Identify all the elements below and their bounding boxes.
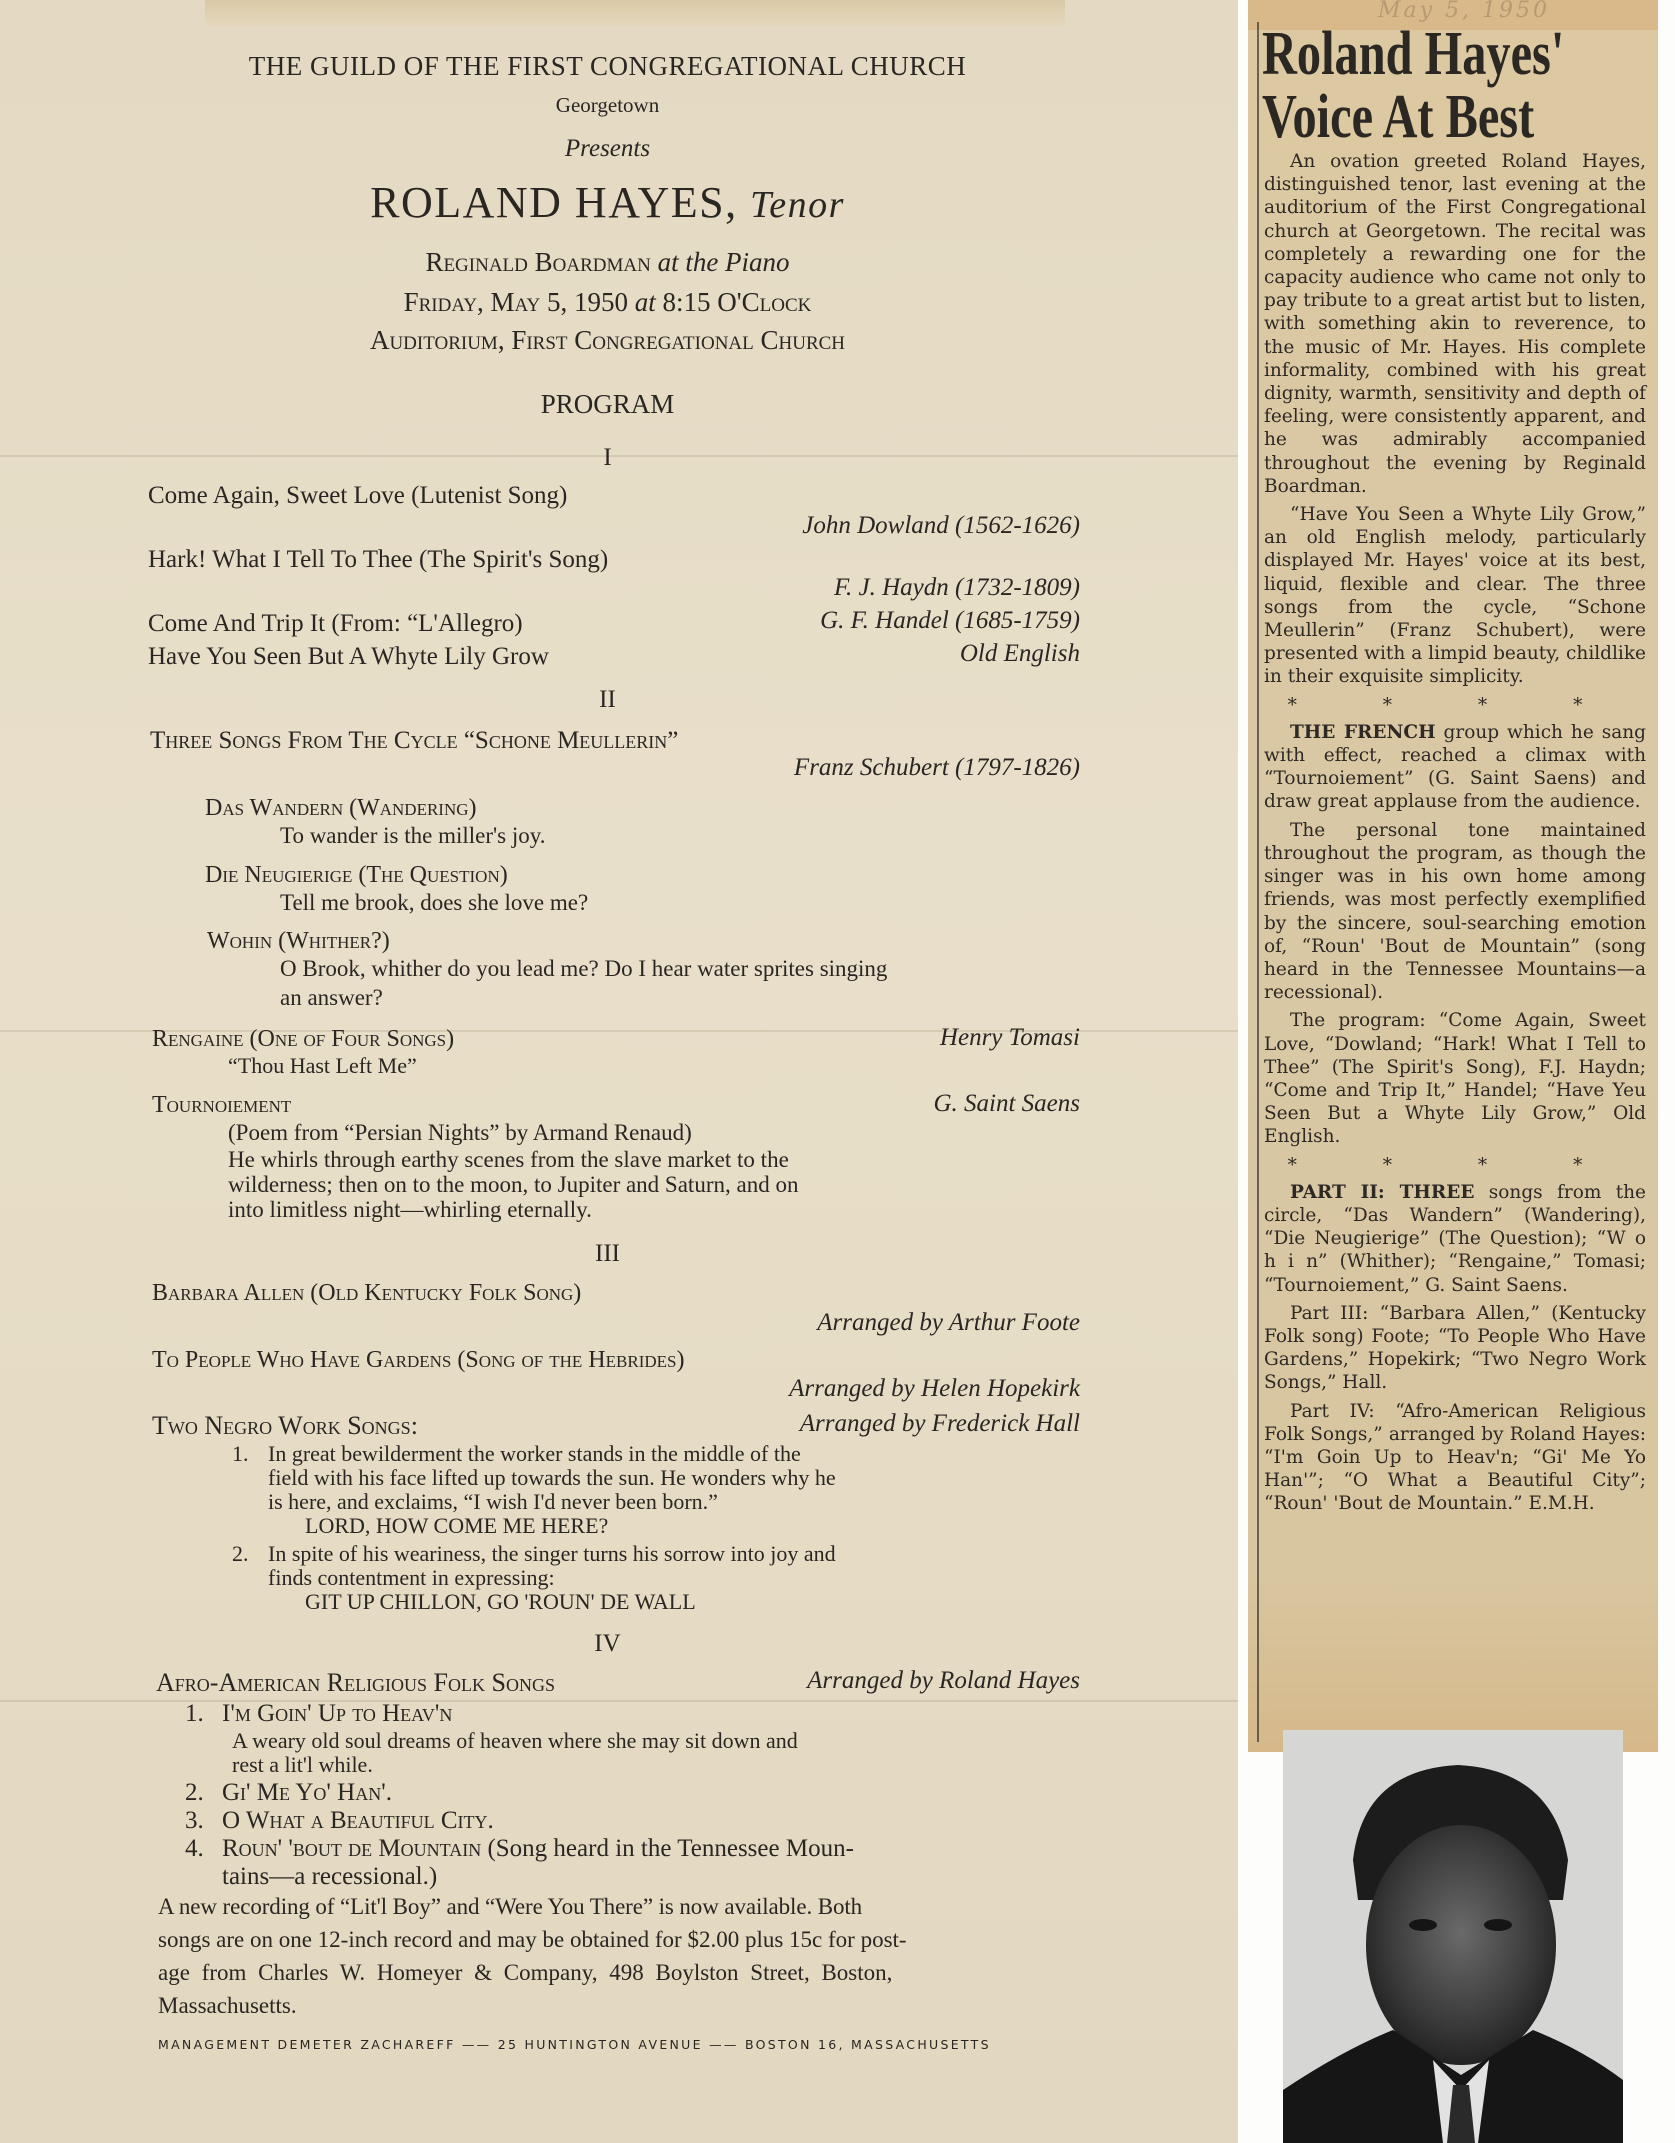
song-title: Das Wandern (Wandering) — [205, 795, 477, 821]
arranger: Arranged by Roland Hayes — [807, 1667, 1080, 1694]
song-title: Wohin (Whither?) — [207, 928, 390, 954]
song-title: Barbara Allen (Old Kentucky Folk Song) — [152, 1280, 582, 1306]
song-title: Die Neugierige (The Question) — [205, 862, 508, 888]
song-title: Hark! What I Tell To Thee (The Spirit's Song) — [148, 546, 609, 573]
paragraph: The personal tone maintained throughout the program, as though the singer was in his own home among friends, was most perfectly exemplified by the sincere, soul-searching emotion of, “Roun' 'Bout de Mountain” (song heard in the Tennessee Mountains—a recessional). — [1264, 819, 1646, 1004]
song-title: To People Who Have Gardens (Song of the Hebrides) — [152, 1347, 685, 1373]
composer: John Dowland (1562-1626) — [802, 512, 1080, 539]
song-title: I'm Goin' Up to Heav'n — [222, 1700, 453, 1727]
recording-note: age from Charles W. Homeyer & Company, 498 Boylston Street, Boston, — [158, 1960, 893, 1985]
song-title: Come Again, Sweet Love (Lutenist Song) — [148, 482, 568, 509]
song-title-line — [222, 1833, 854, 1861]
composer: Franz Schubert (1797-1826) — [793, 754, 1080, 781]
separator: * * * * — [1287, 1154, 1623, 1176]
arranger: Arranged by Arthur Foote — [817, 1309, 1080, 1336]
song-desc: into limitless night—whirling eternally. — [228, 1197, 592, 1222]
paragraph — [1264, 721, 1646, 814]
pianist-role: at the Piano — [657, 247, 790, 277]
arranger: Arranged by Frederick Hall — [799, 1410, 1080, 1437]
headline-line-2: Voice At Best — [1262, 83, 1535, 151]
article-body — [1264, 150, 1646, 1521]
pianist-name: Reginald Boardman — [425, 247, 651, 277]
artist-heading — [0, 180, 1215, 228]
guild-title: THE GUILD OF THE FIRST CONGREGATIONAL CHURCH — [248, 51, 967, 81]
song-desc: field with his face lifted up towards the sun. He wonders why he — [268, 1465, 836, 1490]
item-number: 1. — [185, 1700, 204, 1727]
part-numeral: IV — [594, 1630, 621, 1657]
cycle-title: Three Songs From The Cycle “Schone Meullerin” — [150, 727, 679, 754]
composer: F. J. Haydn (1732-1809) — [833, 574, 1080, 601]
part-numeral: III — [595, 1240, 620, 1267]
item-number: 1. — [232, 1441, 249, 1466]
song-title: Tournoiement — [152, 1092, 292, 1118]
arranger: Arranged by Helen Hopekirk — [789, 1375, 1080, 1402]
management-footer: MANAGEMENT DEMETER ZACHAREFF —— 25 HUNTINGTON AVENUE —— BOSTON 16, MASSACHUSETTS — [158, 2037, 991, 2052]
headline-line-1: Roland Hayes' — [1262, 20, 1565, 88]
venue: Auditorium, First Congregational Church — [369, 325, 846, 355]
part-numeral: I — [603, 444, 612, 471]
program-heading: PROGRAM — [540, 389, 675, 419]
song-title: Have You Seen But A Whyte Lily Grow — [148, 643, 549, 670]
presents: Presents — [564, 135, 651, 162]
composer: G. F. Handel (1685-1759) — [820, 607, 1080, 634]
song-desc: To wander is the miller's joy. — [280, 823, 546, 848]
song-desc: (Song heard in the Tennessee Moun- — [487, 1835, 854, 1862]
song-desc: In great bewilderment the worker stands in the middle of the — [268, 1441, 801, 1466]
paragraph: “Have You Seen a Whyte Lily Grow,” an old English melody, particularly displayed Mr. Hayes' voice at its best, liquid, flexible and clear. The three songs from the cycle, “Schone Meullerin” (Franz Schubert), were presented with a limpid beauty, childlike in their exquisite simplicity. — [1264, 504, 1646, 688]
paragraph: Part IV: “Afro-American Religious Folk Songs,” arranged by Roland Hayes: “I'm Goin Up to Heav'n; “Gi' Me Yo Han'”; “O What a Beautiful City”; “Roun' 'Bout de Mountain.” E.M.H. — [1264, 1400, 1646, 1515]
composer: G. Saint Saens — [933, 1090, 1080, 1117]
column-rule — [1257, 22, 1259, 1742]
composer: Henry Tomasi — [939, 1024, 1080, 1051]
date: Friday, May 5, 1950 — [403, 287, 629, 317]
song-refrain: GIT UP CHILLON, GO 'ROUN' DE WALL — [305, 1589, 696, 1614]
song-title: Come And Trip It (From: “L'Allegro) — [148, 610, 523, 637]
poem-note: (Poem from “Persian Nights” by Armand Renaud) — [228, 1120, 692, 1145]
recording-note: songs are on one 12-inch record and may be obtained for $2.00 plus 15c for post- — [158, 1927, 907, 1952]
song-desc: A weary old soul dreams of heaven where she may sit down and — [232, 1728, 798, 1753]
song-subtitle: “Thou Hast Left Me” — [228, 1053, 417, 1078]
pianist-line — [0, 246, 1215, 276]
portrait-photo — [1283, 1730, 1623, 2143]
song-desc: Tell me brook, does she love me? — [280, 890, 589, 915]
song-desc: In spite of his weariness, the singer turns his sorrow into joy and — [268, 1541, 836, 1566]
song-desc: tains—a recessional.) — [222, 1863, 438, 1890]
item-number: 2. — [185, 1779, 204, 1806]
date-at: at — [634, 287, 656, 317]
item-number: 4. — [185, 1835, 204, 1862]
date-line — [0, 286, 1215, 316]
song-desc: wilderness; then on to the moon, to Jupiter and Saturn, and on — [228, 1172, 799, 1197]
song-desc: He whirls through earthy scenes from the slave market to the — [228, 1147, 789, 1172]
paragraph: An ovation greeted Roland Hayes, distinguished tenor, last evening at the auditorium of the First Congregational church at Georgetown. The recital was completely a rewarding one for the capacity audience who came not only to pay tribute to a great artist but to listen, with something akin to reverence, to the music of Mr. Hayes. His complete informality, combined with his great dignity, warmth, sensitivity and depth of feeling, were consistently apparent, and he was admirably accompanied throughout the evening by Reginald Boardman. — [1264, 151, 1646, 497]
composer: Old English — [959, 640, 1080, 667]
song-refrain: LORD, HOW COME ME HERE? — [305, 1513, 609, 1538]
song-title: Two Negro Work Songs: — [152, 1411, 418, 1440]
paragraph — [1264, 1181, 1646, 1297]
song-desc: is here, and exclaims, “I wish I'd never been born.” — [268, 1489, 718, 1514]
town: Georgetown — [555, 93, 660, 117]
voice-type: Tenor — [750, 184, 845, 226]
artist-name: ROLAND HAYES, — [370, 178, 738, 227]
tape-strip — [205, 0, 1065, 26]
paragraph-text: group which he sang with effect, reached a climax with “Tournoiement” (G. Saint Saens) and draw great applause from the audience. — [1264, 721, 1646, 813]
recording-note: Massachusetts. — [158, 1993, 297, 2018]
song-title: Rengaine (One of Four Songs) — [152, 1026, 455, 1052]
song-title: Roun' 'bout de Mountain — [222, 1835, 482, 1862]
song-desc: finds contentment in expressing: — [268, 1565, 555, 1590]
time: 8:15 O'Clock — [662, 287, 812, 317]
song-desc: an answer? — [280, 985, 383, 1010]
paragraph: The program: “Come Again, Sweet Love, “Dowland; “Hark! What I Tell to Thee” (The Spirit's Song), F.J. Haydn; “Come and Trip It,” Handel; “Have Yeu Seen But a Whyte Lily Grow,” Old English. — [1264, 1010, 1646, 1148]
song-desc: rest a lit'l while. — [232, 1752, 373, 1777]
separator: * * * * — [1287, 694, 1623, 716]
part-numeral: II — [599, 686, 616, 713]
song-title: O What a Beautiful City. — [222, 1807, 494, 1834]
paragraph-text: songs from the circle, “Das Wandern” (Wandering), “Die Neugierige” (The Question); “W o h i n” (Whither); “Rengaine,” Tomasi; “Tournoiement,” G. Saint Saens. — [1264, 1181, 1646, 1296]
handwritten-date: May 5, 1950 — [1378, 0, 1551, 23]
song-title: Gi' Me Yo' Han'. — [222, 1779, 392, 1806]
recording-note: A new recording of “Lit'l Boy” and “Were You There” is now available. Both — [158, 1894, 863, 1919]
item-number: 2. — [232, 1541, 249, 1566]
song-group-title: Afro-American Religious Folk Songs — [156, 1668, 555, 1697]
newspaper-clipping — [1248, 0, 1658, 1752]
item-number: 3. — [185, 1807, 204, 1834]
paragraph: Part III: “Barbara Allen,” (Kentucky Folk song) Foote; “To People Who Have Gardens,” Hopekirk; “Two Negro Work Songs,” Hall. — [1264, 1302, 1646, 1394]
face — [1366, 1825, 1556, 2065]
lead-in: THE FRENCH — [1290, 721, 1436, 743]
song-desc: O Brook, whither do you lead me? Do I hear water sprites singing — [280, 956, 888, 981]
lead-in: PART II: THREE — [1290, 1181, 1475, 1203]
